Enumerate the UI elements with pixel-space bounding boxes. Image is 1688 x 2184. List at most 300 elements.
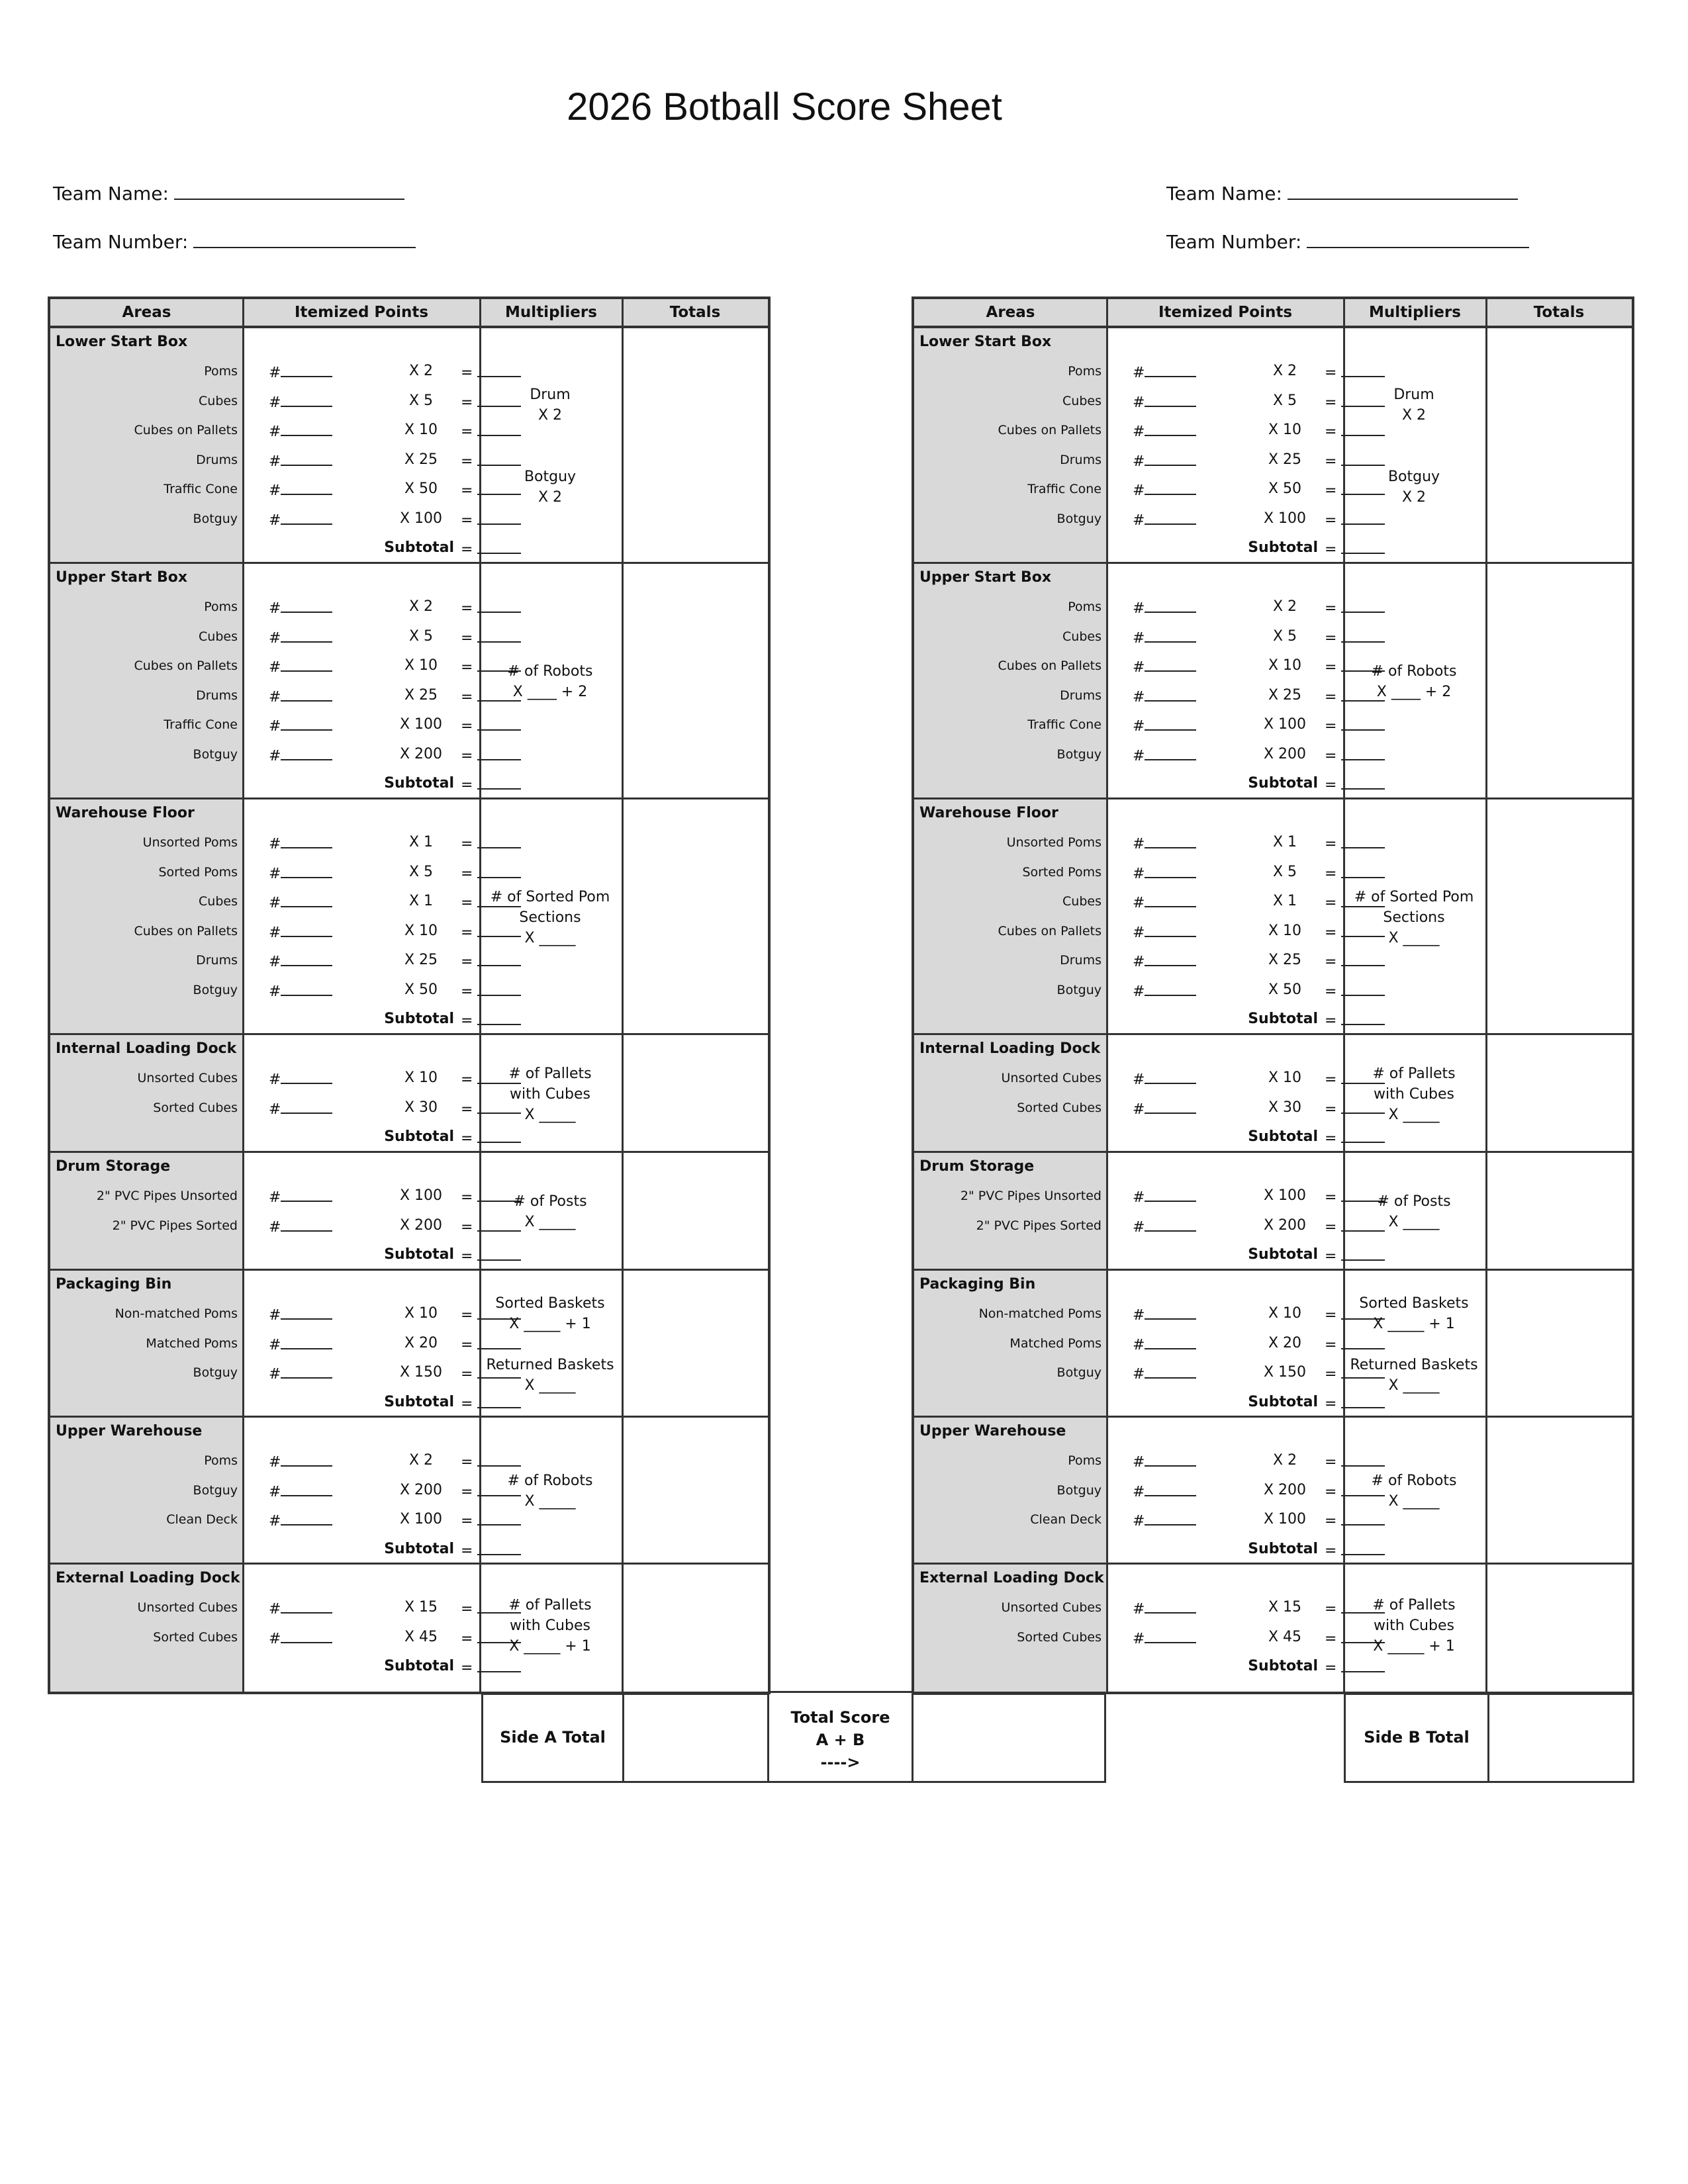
count-input[interactable] [1133, 716, 1196, 735]
count-input[interactable] [1133, 1099, 1196, 1118]
equals-sign: = [1325, 1601, 1337, 1617]
score-table-side-a [48, 296, 771, 1694]
count-input[interactable] [1133, 657, 1196, 676]
item-label: Botguy [1056, 747, 1102, 762]
section-total-cell[interactable] [622, 1153, 768, 1269]
subtotal-input[interactable] [1325, 1658, 1385, 1676]
points-input[interactable] [461, 628, 521, 647]
points-input[interactable] [461, 598, 521, 617]
item-label: Sorted Poms [1022, 864, 1102, 880]
item-label: Drums [1060, 688, 1102, 703]
item-label: Sorted Cubes [1017, 1100, 1102, 1115]
section-warehouse-floor [914, 799, 1632, 1035]
equals-sign: = [1325, 1218, 1337, 1236]
points-input[interactable] [461, 1511, 521, 1529]
multiplier-line: X _____ [524, 1377, 576, 1394]
equals-sign: = [1325, 453, 1337, 470]
equals-sign: = [1325, 688, 1337, 705]
section-title: Internal Loading Dock [919, 1040, 1101, 1057]
section-total-cell[interactable] [622, 328, 768, 562]
points-input[interactable] [1325, 716, 1385, 735]
hash-sign: # [269, 1101, 281, 1118]
side-a-total-cell[interactable] [622, 1693, 769, 1783]
equals-sign: = [1325, 365, 1337, 381]
subtotal-label: Subtotal [1248, 1128, 1318, 1145]
point-multiplier: X 15 [404, 1599, 438, 1615]
item-label: Cubes [199, 894, 238, 909]
multiplier-line: with Cubes [510, 1086, 590, 1103]
count-input[interactable] [269, 1511, 332, 1529]
count-input[interactable] [269, 923, 332, 941]
item-label: Botguy [193, 1365, 238, 1380]
section-total-cell[interactable] [622, 799, 768, 1033]
subtotal-input[interactable] [461, 775, 521, 794]
points-input[interactable] [1325, 510, 1385, 529]
subtotal-input[interactable] [1325, 1011, 1385, 1029]
count-input[interactable] [1133, 1452, 1196, 1471]
hash-sign: # [1133, 1307, 1145, 1324]
hash-sign: # [269, 983, 281, 1000]
equals-sign: = [1325, 600, 1337, 617]
subtotal-input[interactable] [1325, 1128, 1385, 1147]
hash-sign: # [1133, 365, 1145, 381]
subtotal-input[interactable] [461, 1541, 521, 1559]
total-score-cell[interactable] [912, 1693, 1106, 1783]
section-total-cell[interactable] [622, 1035, 768, 1151]
count-input[interactable] [269, 1305, 332, 1324]
side-b-total-cell[interactable] [1487, 1693, 1634, 1783]
equals-sign: = [1325, 541, 1337, 558]
multiplier-text [480, 1064, 620, 1125]
hash-sign: # [1133, 924, 1145, 941]
equals-sign: = [461, 512, 473, 529]
points-input[interactable] [1325, 598, 1385, 617]
item-label: Cubes on Pallets [134, 923, 238, 938]
count-input[interactable] [269, 510, 332, 529]
multiplier-text [1344, 1293, 1484, 1396]
multiplier-line: with Cubes [510, 1617, 590, 1634]
count-input[interactable] [1133, 923, 1196, 941]
count-input[interactable] [1133, 981, 1196, 1000]
count-input[interactable] [269, 746, 332, 764]
subtotal-input[interactable] [1325, 1246, 1385, 1265]
subtotal-input[interactable] [461, 1011, 521, 1029]
multiplier-line: # of Robots [1371, 663, 1457, 680]
point-multiplier: X 5 [408, 392, 434, 409]
point-multiplier: X 2 [1272, 598, 1297, 615]
count-input[interactable] [1133, 451, 1196, 470]
equals-sign: = [461, 453, 473, 470]
hash-sign: # [269, 747, 281, 764]
item-label: Cubes [1062, 393, 1102, 408]
section-title: Upper Start Box [919, 569, 1052, 586]
item-label: Cubes on Pallets [998, 923, 1102, 938]
equals-sign: = [1325, 394, 1337, 411]
section-total-cell[interactable] [622, 1565, 768, 1686]
hash-sign: # [1133, 1101, 1145, 1118]
count-input[interactable] [1133, 1629, 1196, 1647]
section-total-cell[interactable] [1486, 1565, 1632, 1686]
point-multiplier: X 25 [1268, 686, 1302, 704]
point-multiplier: X 20 [404, 1334, 438, 1351]
count-input[interactable] [269, 480, 332, 499]
multiplier-text [1344, 661, 1484, 702]
section-title: External Loading Dock [919, 1570, 1104, 1586]
hash-sign: # [269, 1454, 281, 1471]
points-input[interactable] [1325, 746, 1385, 764]
section-total-cell[interactable] [622, 564, 768, 797]
item-label: Unsorted Cubes [137, 1600, 238, 1615]
item-label: Botguy [1056, 1482, 1102, 1498]
item-label: Cubes on Pallets [998, 423, 1102, 437]
multiplier-line: X _____ [1388, 1107, 1440, 1123]
count-input[interactable] [269, 628, 332, 647]
section-total-cell[interactable] [1486, 564, 1632, 797]
subtotal-label: Subtotal [1248, 539, 1318, 556]
point-multiplier: X 200 [399, 1216, 443, 1234]
section-total-cell[interactable] [1486, 1035, 1632, 1151]
hash-sign: # [1133, 1513, 1145, 1529]
count-input[interactable] [1133, 422, 1196, 440]
equals-sign: = [1325, 954, 1337, 970]
count-input[interactable] [269, 716, 332, 735]
points-input[interactable] [1325, 952, 1385, 970]
count-input[interactable] [269, 834, 332, 852]
count-input[interactable] [1133, 1335, 1196, 1353]
item-label: 2" PVC Pipes Unsorted [96, 1189, 238, 1203]
count-input[interactable] [1133, 1511, 1196, 1529]
point-multiplier: X 100 [399, 1187, 443, 1204]
multiplier-line [480, 446, 620, 467]
count-input[interactable] [1133, 687, 1196, 705]
item-label: Drums [1060, 953, 1102, 968]
point-multiplier: X 30 [1268, 1099, 1302, 1116]
hash-sign: # [1133, 1630, 1145, 1647]
hash-sign: # [269, 895, 281, 911]
points-input[interactable] [461, 1452, 521, 1471]
team-name-field-a[interactable] [53, 183, 404, 205]
points-input[interactable] [461, 981, 521, 1000]
equals-sign: = [461, 1248, 473, 1265]
subtotal-input[interactable] [1325, 1541, 1385, 1559]
hash-sign: # [1133, 1454, 1145, 1471]
section-title: Lower Start Box [919, 334, 1052, 350]
item-label: Poms [1068, 1453, 1102, 1468]
subtotal-label: Subtotal [384, 1658, 454, 1674]
hash-sign: # [1133, 895, 1145, 911]
item-label: Clean Deck [166, 1512, 238, 1527]
subtotal-input[interactable] [461, 1246, 521, 1265]
total-score-label: Total Score [790, 1708, 890, 1727]
multiplier-text [1344, 1471, 1484, 1512]
section-packaging-bin [914, 1271, 1632, 1418]
count-input[interactable] [1133, 598, 1196, 617]
item-label: Matched Poms [1009, 1336, 1102, 1351]
hash-sign: # [269, 600, 281, 617]
multiplier-line: with Cubes [1374, 1617, 1454, 1634]
count-input[interactable] [1133, 1482, 1196, 1500]
point-multiplier: X 200 [399, 745, 443, 762]
item-label: Botguy [193, 1482, 238, 1498]
equals-sign: = [461, 659, 473, 676]
item-label: 2" PVC Pipes Sorted [976, 1218, 1102, 1233]
hash-sign: # [1133, 1071, 1145, 1088]
multiplier-text [1344, 385, 1484, 508]
point-multiplier: X 10 [404, 1069, 438, 1086]
equals-sign: = [1325, 836, 1337, 852]
equals-sign: = [461, 365, 473, 381]
points-input[interactable] [1325, 628, 1385, 647]
count-input[interactable] [1133, 1599, 1196, 1617]
count-input[interactable] [1133, 952, 1196, 970]
equals-sign: = [1325, 482, 1337, 499]
count-input[interactable] [1133, 628, 1196, 647]
point-multiplier: X 50 [404, 480, 438, 497]
count-input[interactable] [1133, 1069, 1196, 1088]
count-input[interactable] [1133, 363, 1196, 381]
equals-sign: = [461, 954, 473, 970]
multiplier-line: Returned Baskets [1350, 1357, 1478, 1373]
points-input[interactable] [1325, 1452, 1385, 1471]
equals-sign: = [1325, 865, 1337, 882]
count-input[interactable] [1133, 1364, 1196, 1383]
item-label: Cubes [1062, 629, 1102, 644]
point-multiplier: X 50 [1268, 480, 1302, 497]
hash-sign: # [1133, 482, 1145, 499]
points-input[interactable] [1325, 834, 1385, 852]
hash-sign: # [1133, 836, 1145, 852]
points-input[interactable] [461, 363, 521, 381]
equals-sign: = [461, 1071, 473, 1088]
count-input[interactable] [269, 687, 332, 705]
point-multiplier: X 200 [399, 1481, 443, 1498]
multiplier-line: Botguy [1387, 469, 1440, 485]
multiplier-line: X ____ + 2 [1376, 684, 1452, 700]
points-input[interactable] [461, 864, 521, 882]
point-multiplier: X 45 [1268, 1628, 1302, 1645]
subtotal-input[interactable] [461, 1394, 521, 1412]
multiplier-line: X _____ + 1 [1373, 1638, 1455, 1655]
count-input[interactable] [269, 893, 332, 911]
equals-sign: = [461, 1542, 473, 1559]
item-label: Unsorted Poms [142, 835, 238, 850]
points-input[interactable] [1325, 864, 1385, 882]
count-input[interactable] [1133, 1187, 1196, 1206]
item-label: Traffic Cone [164, 717, 238, 732]
count-input[interactable] [269, 1187, 332, 1206]
section-total-cell[interactable] [1486, 799, 1632, 1033]
count-input[interactable] [269, 392, 332, 411]
item-label: 2" PVC Pipes Unsorted [960, 1189, 1102, 1203]
count-input[interactable] [269, 657, 332, 676]
hash-sign: # [269, 1366, 281, 1383]
subtotal-input[interactable] [461, 539, 521, 558]
count-input[interactable] [1133, 864, 1196, 882]
point-multiplier: X 10 [404, 922, 438, 939]
point-multiplier: X 45 [404, 1628, 438, 1645]
count-input[interactable] [1133, 1217, 1196, 1236]
points-input[interactable] [1325, 363, 1385, 381]
point-multiplier: X 10 [1268, 922, 1302, 939]
point-multiplier: X 20 [1268, 1334, 1302, 1351]
hash-sign: # [269, 1483, 281, 1500]
subtotal-label: Subtotal [1248, 1011, 1318, 1027]
section-title: External Loading Dock [56, 1570, 240, 1586]
equals-sign: = [461, 1101, 473, 1118]
item-label: Matched Poms [146, 1336, 238, 1351]
section-title: Warehouse Floor [919, 805, 1058, 821]
item-label: Drums [196, 452, 238, 467]
header-points: Itemized Points [1158, 304, 1293, 321]
point-multiplier: X 2 [1272, 363, 1297, 379]
section-drum-storage [914, 1153, 1632, 1271]
count-input[interactable] [269, 451, 332, 470]
item-label: Botguy [193, 982, 238, 997]
team-name-field-b[interactable] [1166, 183, 1518, 205]
section-total-cell[interactable] [622, 1418, 768, 1563]
hash-sign: # [269, 1189, 281, 1206]
count-input[interactable] [1133, 1305, 1196, 1324]
point-multiplier: X 50 [1268, 981, 1302, 998]
section-drum-storage [50, 1153, 768, 1271]
team-number-field-a[interactable] [53, 231, 416, 253]
multiplier-text [1344, 887, 1484, 948]
multiplier-line: Returned Baskets [486, 1357, 614, 1373]
item-label: Cubes [199, 629, 238, 644]
equals-sign: = [1325, 1483, 1337, 1500]
hash-sign: # [269, 924, 281, 941]
equals-sign: = [461, 865, 473, 882]
equals-sign: = [1325, 1336, 1337, 1353]
subtotal-input[interactable] [1325, 1394, 1385, 1412]
points-input[interactable] [461, 510, 521, 529]
total-score-formula: A + B [816, 1731, 865, 1749]
multiplier-line: X _____ [1388, 1493, 1440, 1510]
item-label: Unsorted Cubes [1001, 1600, 1102, 1615]
section-total-cell[interactable] [622, 1271, 768, 1416]
total-score-top-rule [768, 1691, 913, 1693]
section-total-cell[interactable] [1486, 1418, 1632, 1563]
section-total-cell[interactable] [1486, 328, 1632, 562]
total-score-arrow: ----> [820, 1753, 861, 1772]
points-input[interactable] [1325, 981, 1385, 1000]
hash-sign: # [1133, 983, 1145, 1000]
multiplier-text [1344, 1595, 1484, 1657]
count-input[interactable] [269, 1452, 332, 1471]
item-label: Cubes on Pallets [134, 423, 238, 437]
hash-sign: # [1133, 1601, 1145, 1617]
subtotal-input[interactable] [1325, 539, 1385, 558]
team-number-label: Team Number: [1166, 231, 1302, 253]
count-input[interactable] [269, 1335, 332, 1353]
hash-sign: # [269, 482, 281, 499]
count-input[interactable] [269, 1629, 332, 1647]
multiplier-line: X _____ + 1 [509, 1316, 591, 1332]
hash-sign: # [269, 365, 281, 381]
points-input[interactable] [461, 716, 521, 735]
count-input[interactable] [269, 1482, 332, 1500]
point-multiplier: X 10 [404, 422, 438, 438]
section-total-cell[interactable] [1486, 1271, 1632, 1416]
equals-sign: = [461, 1395, 473, 1412]
multiplier-line: # of Robots [507, 663, 593, 680]
equals-sign: = [461, 1130, 473, 1147]
subtotal-label: Subtotal [1248, 1393, 1318, 1410]
multiplier-line: X _____ [524, 1493, 576, 1510]
hash-sign: # [1133, 1218, 1145, 1236]
count-input[interactable] [1133, 510, 1196, 529]
equals-sign: = [461, 424, 473, 440]
points-input[interactable] [461, 746, 521, 764]
count-input[interactable] [269, 422, 332, 440]
hash-sign: # [269, 453, 281, 470]
subtotal-input[interactable] [1325, 775, 1385, 794]
count-input[interactable] [269, 981, 332, 1000]
count-input[interactable] [269, 1599, 332, 1617]
points-input[interactable] [461, 834, 521, 852]
page-title: 2026 Botball Score Sheet [567, 85, 1002, 128]
equals-sign: = [1325, 1101, 1337, 1118]
side-b-total-label-cell [1344, 1693, 1489, 1783]
count-input[interactable] [269, 363, 332, 381]
hash-sign: # [269, 1630, 281, 1647]
subtotal-input[interactable] [461, 1128, 521, 1147]
multiplier-text [1344, 1191, 1484, 1232]
equals-sign: = [461, 688, 473, 705]
point-multiplier: X 100 [1263, 510, 1307, 527]
point-multiplier: X 50 [404, 981, 438, 998]
equals-sign: = [461, 600, 473, 617]
subtotal-label: Subtotal [384, 775, 454, 792]
count-input[interactable] [1133, 746, 1196, 764]
points-input[interactable] [1325, 1511, 1385, 1529]
count-input[interactable] [269, 1099, 332, 1118]
count-input[interactable] [1133, 392, 1196, 411]
count-input[interactable] [1133, 893, 1196, 911]
item-label: Traffic Cone [164, 482, 238, 496]
team-number-field-b[interactable] [1166, 231, 1529, 253]
count-input[interactable] [269, 1364, 332, 1383]
count-input[interactable] [269, 1069, 332, 1088]
count-input[interactable] [269, 952, 332, 970]
item-label: Cubes on Pallets [134, 659, 238, 673]
section-internal-loading-dock [50, 1035, 768, 1153]
multiplier-line: X 2 [538, 407, 563, 424]
item-label: Traffic Cone [1027, 717, 1102, 732]
multiplier-line: X ____ + 2 [512, 684, 588, 700]
multiplier-line [480, 426, 620, 446]
section-upper-warehouse [50, 1418, 768, 1565]
subtotal-input[interactable] [461, 1658, 521, 1676]
hash-sign: # [1133, 600, 1145, 617]
count-input[interactable] [269, 864, 332, 882]
section-title: Packaging Bin [919, 1276, 1036, 1293]
section-lower-start-box [914, 328, 1632, 564]
multiplier-line: X _____ [1388, 930, 1440, 946]
item-label: Sorted Cubes [1017, 1629, 1102, 1645]
count-input[interactable] [1133, 834, 1196, 852]
multiplier-line: Sections [1383, 909, 1445, 926]
equals-sign: = [461, 1013, 473, 1029]
multiplier-line: X _____ [1388, 1377, 1440, 1394]
count-input[interactable] [269, 1217, 332, 1236]
section-total-cell[interactable] [1486, 1153, 1632, 1269]
count-input[interactable] [1133, 480, 1196, 499]
count-input[interactable] [269, 598, 332, 617]
point-multiplier: X 150 [1263, 1364, 1307, 1381]
points-input[interactable] [461, 952, 521, 970]
multiplier-line: # of Pallets [1372, 1597, 1456, 1614]
